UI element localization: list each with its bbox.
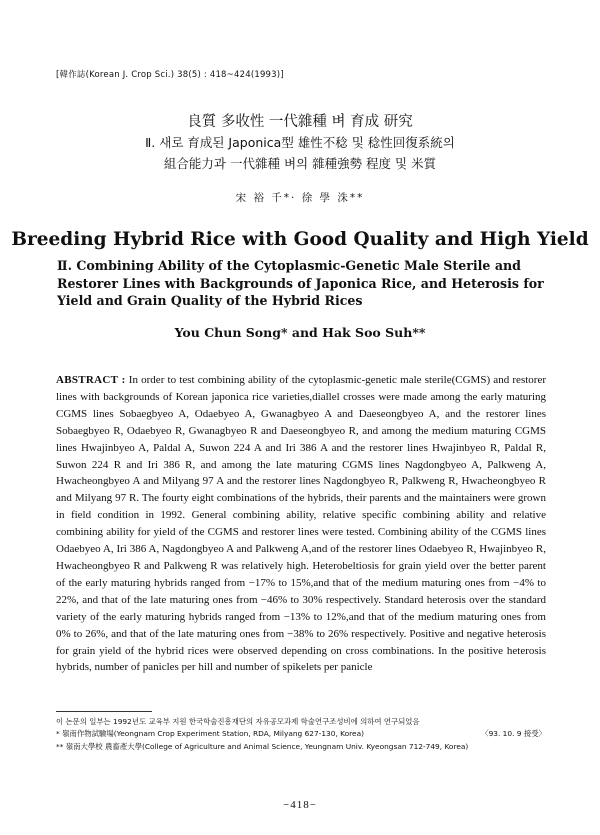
korean-authors: 宋 裕 千*· 徐 學 洙** <box>235 192 365 204</box>
footnote-divider <box>56 711 152 712</box>
abstract-text: In order to test combining ability of the cytoplasmic-genetic male sterile(CGMS) and restorer lines with backgrounds of Korean japonica rice varieties,diallel crosses were made among the early maturing CGMS lines Sobaegbyeo A, Odaebyeo A, Gwanagbyeo A and Daeseongbyeo A, and the restorer lines Sobaegbyeo R, Odaebyeo R, Gwanagbyeo R and Daeseongbyeo R, and among the medium maturing CGMS lines Hwajinbyeo A, Paldal A, Suwon 224 A and Iri 386 A and the restorer lines Hwajinbyeo R, Paldal R, Suwon 224 R and Iri 386 R, and among the late maturing CGMS lines Nagdongbyeo A, Palkweng A, Hwacheongbyeo A and Milyang 97 A and the restorer lines Nagdongbyeo R, Palkweng R, Hwacheongbyeo R and Milyang 97 R. The fourty eight combinations of the hybrids, their parents and the maintainers were grown in field condition in 1992. General combining ability, relative specific combining ability and relative combining ability for yield of the CGMS and restorer lines were tested. Combining ability of the CGMS lines Odaebyeo A, Iri 386 A, Nagdongbyeo A and Palkweng A,and of the restorer lines Odaebyeo R, Hwajinbyeo R, Hwacheongbyeo R and Palkweng R was relatively high. Heterobeltiosis for grain yield over the better parent of the early maturing hybrids ranged from −17% to 15%,and that of the medium maturing ones from −4% to 22%, and that of the late maturing ones from −46% to 30% respectively. Standard heterosis over the standard variety of the early maturing hybrids ranged from −13% to 12%,and that of the medium maturing ones from 0% to 26%, and that of the late maturing ones from −38% to 26% respectively. Positive and negative heterosis for grain yield of the hybrid rices were observed depending on cross combinations. In the positive heterosis hybrids, number of panicles per hill and number of spikelets per panicle <box>56 374 546 674</box>
footnote-funding <box>56 716 546 728</box>
footnote-affiliation-2-text: ** 嶺南大學校 農畜產大學(College of Agriculture and Animal Science, Yeungnam Univ. Kyeongsan 712-749, Korea) <box>56 741 469 751</box>
english-subtitle: Ⅱ. Combining Ability of the Cytoplasmic-Genetic Male Sterile and Restorer Lines with Backgrounds of Japonica Rice, and Heterosis for Yield and Grain Quality of the Hybrid Rices <box>57 258 544 308</box>
korean-title-line-3: 組合能力과 一代雜種 벼의 雜種強勢 程度 및 米質 <box>163 156 437 171</box>
english-title: Breeding Hybrid Rice with Good Quality and High Yield <box>11 229 589 250</box>
journal-reference: [韓作誌(Korean J. Crop Sci.) 38(5) : 418~424(1993)] <box>56 70 284 80</box>
received-date: 〈93. 10. 9 接受〉 <box>481 729 546 739</box>
footnotes <box>56 716 546 753</box>
footnote-funding-text: 이 논문의 일부는 1992년도 교육부 지원 한국학술진흥재단의 자유공모과제 학술연구조성비에 의하여 연구되었음 <box>56 717 420 726</box>
korean-title-line-1: 良質 多收性 一代雜種 벼 育成 研究 <box>187 114 413 130</box>
footnote-affiliation-2 <box>56 741 546 753</box>
korean-title-line-2: Ⅱ. 새로 育成된 Japonica型 雄性不稔 및 稔性回復系統의 <box>145 135 455 150</box>
abstract <box>56 372 546 676</box>
english-authors: You Chun Song* and Hak Soo Suh** <box>174 325 426 340</box>
page-number: −418− <box>283 799 317 811</box>
footnote-affiliation-1 <box>56 728 546 740</box>
footnote-affiliation-1-text: * 嶺南作物試驗場(Yeongnam Crop Experiment Station, RDA, Milyang 627-130, Korea) <box>56 729 364 739</box>
abstract-label: ABSTRACT : <box>56 374 126 386</box>
